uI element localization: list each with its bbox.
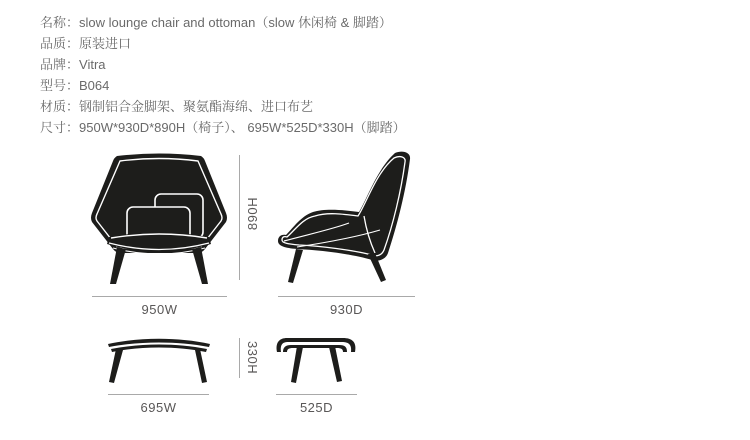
chair-depth-label: 930D <box>329 302 364 317</box>
chair-side-view-drawing <box>275 150 415 286</box>
spec-row-material <box>40 96 406 117</box>
ottoman-front-view-drawing <box>104 334 214 386</box>
ottoman-height-label: 330H <box>245 341 260 375</box>
spec-label: 型号： <box>40 78 80 93</box>
ottoman-width-dim-line <box>108 394 209 395</box>
spec-label: 品质： <box>40 36 80 51</box>
spec-label: 名称： <box>40 15 80 30</box>
ottoman-side-view-drawing <box>273 334 359 386</box>
spec-value: slow lounge chair and ottoman（slow 休闲椅 & 脚踏） <box>79 15 392 30</box>
ottoman-width-label: 695W <box>140 400 177 415</box>
chair-width-label: 950W <box>141 302 178 317</box>
chair-front-view-drawing <box>88 150 230 286</box>
spec-value: Vitra <box>79 57 106 72</box>
spec-label: 品牌： <box>40 57 80 72</box>
spec-label: 材质： <box>40 99 80 114</box>
spec-row-brand <box>40 54 406 75</box>
spec-value: 钢制铝合金脚架、聚氨酯海绵、进口布艺 <box>79 99 314 114</box>
ottoman-depth-dim-line <box>276 394 357 395</box>
ottoman-depth-label: 525D <box>299 400 334 415</box>
spec-row-name <box>40 12 406 33</box>
spec-label: 尺寸： <box>40 120 80 135</box>
product-specs <box>40 12 406 138</box>
spec-value: 950W*930D*890H（椅子）、 695W*525D*330H（脚踏） <box>79 120 406 135</box>
chair-width-dim-line <box>92 296 227 297</box>
spec-row-quality <box>40 33 406 54</box>
ottoman-height-dim-line <box>239 338 240 378</box>
chair-depth-dim-line <box>278 296 415 297</box>
spec-value: B064 <box>79 78 110 93</box>
chair-height-label: 890H <box>245 197 260 231</box>
chair-height-dim-line <box>239 155 240 280</box>
spec-row-size <box>40 117 406 138</box>
spec-value: 原装进口 <box>79 36 132 51</box>
spec-row-model <box>40 75 406 96</box>
